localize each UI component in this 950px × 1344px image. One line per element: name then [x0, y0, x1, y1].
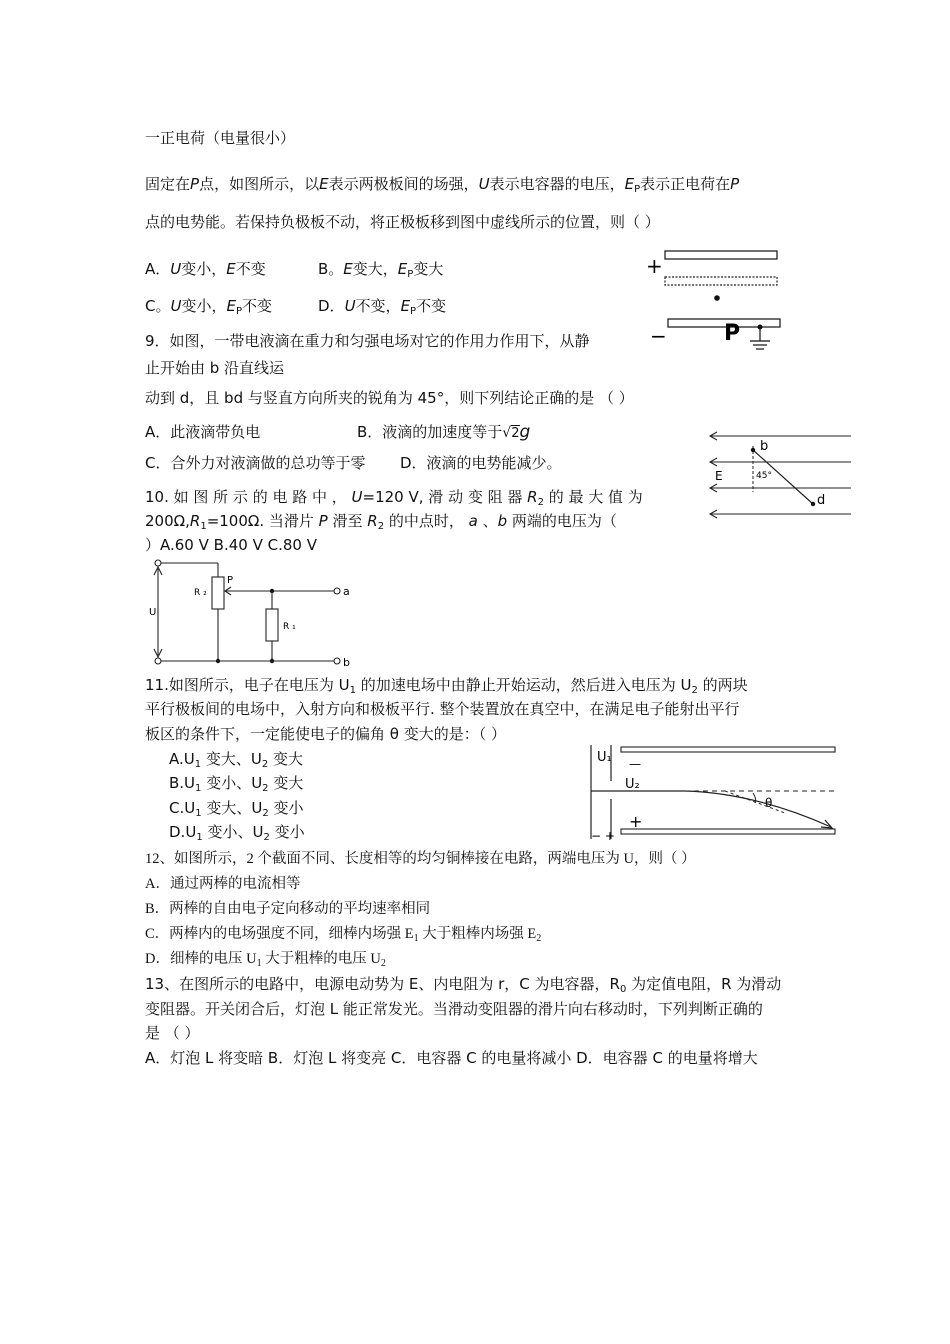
label-p: P [227, 575, 234, 586]
q11-option-d: $D.U_1$ 变小、$U_2$ 变小 [169, 823, 305, 843]
q8-option-d: D．U不变，$E_P$不变 [318, 297, 447, 317]
q8-intro-line: 一正电荷（电量很小） [145, 129, 296, 147]
resistor-r1 [266, 609, 278, 641]
q12-option-c: C．两棒内的电场强度不同，细棒内场强 $E_1$ 大于粗棒内场强 $E_2$ [145, 926, 542, 944]
q12-option-d: D．细棒的电压 $U_1$ 大于粗棒的电压 $U_2$ [145, 951, 386, 969]
terminal-b: b [343, 656, 350, 669]
minus-sign: − [650, 324, 667, 348]
q11-line-1: 11.如图所示，电子在电压为 $U_1$ 的加速电场中由静止开始运动，然后进入电压为 $U_2$ 的两块 [145, 676, 748, 696]
label-theta: θ [765, 796, 773, 810]
q9-option-b: B．液滴的加速度等于√2g [357, 422, 531, 442]
q13-options: A．灯泡 L 将变暗 B．灯泡 L 将变亮 C．电容器 C 的电量将减小 D．电容器 C 的电量将增大 [145, 1049, 758, 1067]
bottom-plate [621, 829, 835, 834]
point-b [751, 448, 755, 452]
label-e: E [715, 469, 723, 483]
electron-trajectory [685, 791, 831, 827]
q8-line-2: 点的电势能。若保持负极板不动，将正极板移到图中虚线所示的位置，则（ ） [145, 213, 660, 231]
q11-line-3: 板区的条件下，一定能使电子的偏角 θ 变大的是：（ ） [145, 725, 506, 743]
q11-option-a: $A.U_1$ 变大、$U_2$ 变大 [169, 750, 304, 770]
q9-option-d: D．液滴的电势能减少。 [400, 454, 562, 472]
charge-point [714, 295, 720, 301]
top-plate [621, 747, 835, 752]
dashed-plate-position [665, 277, 777, 285]
q8-option-a: A．U变小，E不变 [145, 260, 266, 278]
q8-line-1: 固定在P点，如图所示，以E表示两极板间的场强，U表示电容器的电压，$E_P$表示正电荷在P [145, 175, 740, 195]
capacitor-figure [640, 245, 790, 360]
q13-line-1: 13、在图所示的电路中，电源电动势为 E、内电阻为 r，C 为电容器，$R_0$ 为定值电阻，R 为滑动 [145, 975, 782, 995]
q12-line-1: 12、如图所示，2 个截面不同、长度相等的均匀铜棒接在电路，两端电压为 U，则（ ） [145, 851, 696, 867]
point-d [811, 502, 815, 506]
plus-bottom: + [629, 812, 643, 831]
label-u: U [149, 607, 157, 618]
q9-option-c: C．合外力对液滴做的总功等于零 [145, 454, 366, 472]
sqrt-icon: √ [502, 425, 512, 441]
q11-line-2: 平行极板间的电场中，入射方向和极板平行. 整个装置放在真空中，在满足电子能射出平行 [145, 700, 740, 718]
q9-option-a: A．此液滴带负电 [145, 423, 261, 441]
label-u1: U₁ [597, 750, 612, 765]
label-d: d [817, 493, 826, 508]
q10-line-2: $200\Omega,R_1=100\Omega$. 当滑片 P 滑至 $R_2$ 的中点时， a 、b 两端的电压为（ [145, 512, 617, 532]
q12-option-a: A．通过两棒的电流相等 [145, 876, 301, 892]
q12-option-b: B．两棒的自由电子定向移动的平均速率相同 [145, 901, 431, 917]
q11-option-b: $B.U_1$ 变小、$U_2$ 变大 [169, 774, 304, 794]
deflection-figure [585, 743, 845, 843]
resistor-r2 [212, 577, 224, 609]
q9-line-3: 动到 d，且 bd 与竖直方向所夹的锐角为 45°，则下列结论正确的是 （ ） [145, 389, 634, 407]
q13-line-3: 是 （ ） [145, 1024, 200, 1042]
accel-signs: − + [591, 829, 615, 843]
q13-line-2: 变阻器。开关闭合后，灯泡 L 能正常发光。当滑动变阻器的滑片向右移动时，下列判断正确的 [145, 1000, 763, 1018]
q11-option-c: $C.U_1$ 变大、$U_2$ 变小 [169, 799, 304, 819]
q10-line-1: 10. 如 图 所 示 的 电 路 中 ， U=120 V, 滑 动 变 阻 器 $R_2$ 的 最 大 值 为 [145, 488, 643, 508]
label-r1: R ₁ [283, 622, 296, 632]
label-r2: R ₂ [194, 588, 207, 598]
angle-label: 45° [756, 471, 772, 481]
plus-sign: + [646, 254, 663, 278]
q9-line-1: 9．如图，一带电液滴在重力和匀强电场对它的作用力作用下，从静 [145, 332, 590, 350]
divider-circuit-figure [140, 555, 370, 670]
q8-option-c: C。U变小，$E_P$不变 [145, 297, 273, 317]
p-label: P [724, 321, 741, 346]
q10-line-3: ）A.60 V B.40 V C.80 V [145, 536, 317, 554]
positive-plate [665, 251, 777, 259]
q8-option-b: B。E变大，$E_P$变大 [318, 260, 444, 280]
q9-line-2: 止开始由 b 沿直线运 [145, 359, 285, 377]
label-b: b [760, 439, 769, 454]
terminal-a: a [343, 585, 350, 598]
electric-field-figure [705, 428, 855, 523]
minus-top: — [629, 757, 641, 771]
label-u2: U₂ [625, 777, 640, 792]
